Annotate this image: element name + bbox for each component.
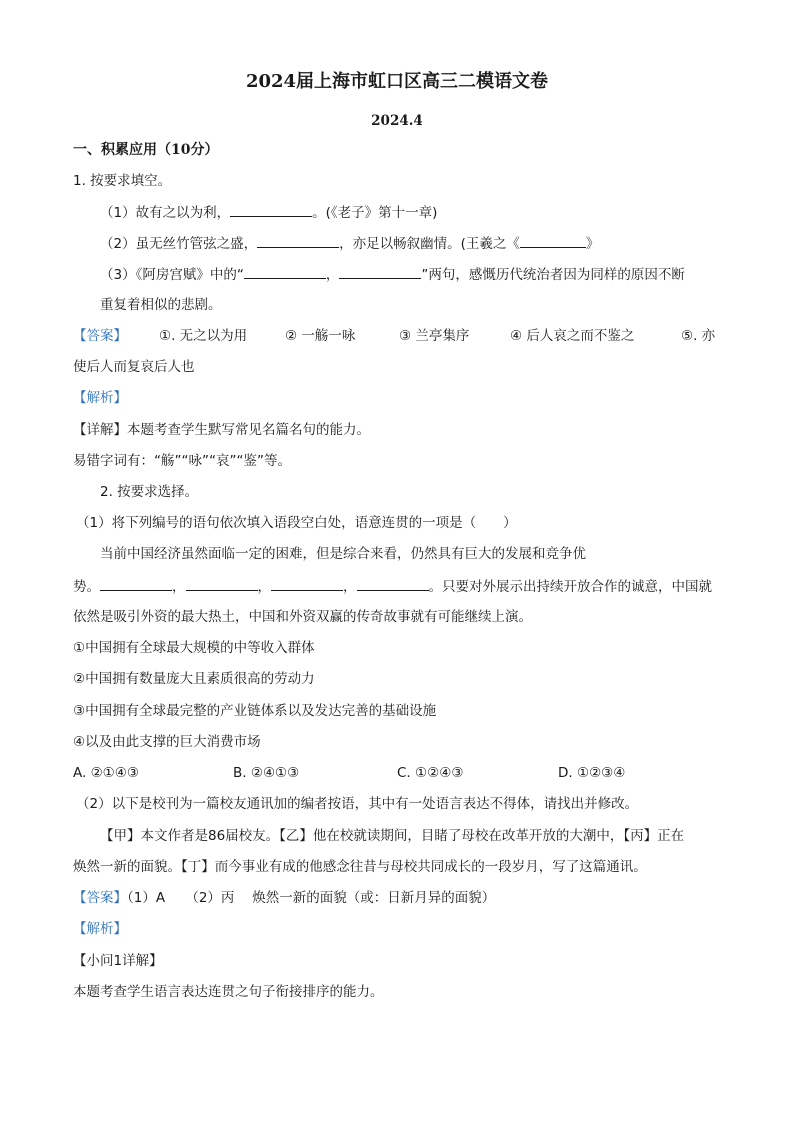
answer-tag: 【答案】: [73, 328, 127, 344]
question-1-answer: [73, 327, 721, 345]
sub-question-1-detail: 本题考查学生语言表达连贯之句子衔接排序的能力。: [73, 984, 384, 1000]
question-1-stem: 1. 按要求填空。: [73, 173, 172, 189]
choice-option-a: A. ②①④③: [73, 765, 139, 781]
part-1-text-before: （1）故有之以为利，: [100, 205, 231, 221]
passage-separator: ，: [257, 579, 271, 595]
choice-option-d: D. ①②③④: [558, 765, 626, 781]
answer-blank: [186, 577, 258, 591]
question-1-part-1: [100, 203, 437, 222]
passage-separator: ，: [172, 579, 186, 595]
part-1-text-after: 。(《老子》第十一章): [312, 205, 438, 221]
answer-item: ② 一觞一咏: [285, 328, 356, 344]
part-2-text-before: （2）虽无丝竹管弦之盛，: [100, 236, 258, 252]
question-2-sub-2-line-1: 【甲】本文作者是86届校友。【乙】他在校就读期间，目睹了母校在改革开放的大潮中，【丙】正在: [100, 828, 685, 844]
answer-blank: [257, 234, 339, 248]
passage-separator: ，: [343, 579, 357, 595]
part-2-text-after: 》: [585, 236, 600, 252]
answer-item: ⑤. 亦: [681, 328, 716, 344]
question-2-stem: 2. 按要求选择。: [100, 484, 199, 500]
question-1-part-3-continued: 重复着相似的悲剧。: [100, 297, 222, 313]
question-2-sub-2-stem: （2）以下是校刊为一篇校友通讯加的编者按语，其中有一处语言表达不得体，请找出并修改。: [76, 796, 639, 812]
answer-blank: [339, 265, 421, 279]
answer-item: ①. 无之以为用: [159, 328, 248, 344]
part-3-text-before: （3）《阿房宫赋》中的“: [100, 267, 244, 283]
analysis-tag: 【解析】: [73, 390, 127, 406]
answer-text: （1）A （2）丙 焕然一新的面貌（或：日新月异的面貌）: [127, 890, 496, 906]
question-2-sub-1-stem: （1）将下列编号的语句依次填入语段空白处，语意连贯的一项是（ ）: [76, 515, 517, 531]
part-3-text-middle: ，: [325, 267, 340, 283]
question-2-sub-2-line-2: 焕然一新的面貌。【丁】而今事业有成的他感念往昔与母校共同成长的一段岁月，写了这篇通讯。: [73, 859, 647, 875]
part-2-text-middle: ，亦足以畅叙幽情。(王羲之《: [339, 236, 520, 252]
answer-blank: [271, 577, 343, 591]
question-2-answer: [73, 889, 495, 907]
answer-blank: [244, 265, 326, 279]
question-1-typos: 易错字词有：“觞”“咏”“哀”“鉴”等。: [73, 453, 291, 469]
exam-date: 2024.4: [371, 113, 423, 129]
analysis-tag: 【解析】: [73, 921, 127, 937]
question-1-part-2: [100, 234, 599, 253]
choice-option-b: B. ②④①③: [233, 765, 300, 781]
answer-blank: [100, 577, 172, 591]
answer-blank: [357, 577, 429, 591]
choice-option-c: C. ①②④③: [397, 765, 464, 781]
answer-item: ③ 兰亭集序: [399, 328, 470, 344]
passage-text-before: 势。: [73, 579, 100, 595]
statement-item: ③中国拥有全球最完整的产业链体系以及发达完善的基础设施: [73, 703, 437, 719]
question-1-part-3: [100, 265, 685, 284]
answer-blank: [520, 234, 586, 248]
question-1-detail: 【详解】本题考查学生默写常见名篇名句的能力。: [73, 422, 370, 438]
answer-tag: 【答案】: [73, 890, 127, 906]
statement-item: ④以及由此支撑的巨大消费市场: [73, 734, 261, 750]
question-2-passage-line-3: 依然是吸引外资的最大热土，中国和外资双赢的传奇故事就有可能继续上演。: [73, 609, 532, 625]
passage-text-after: 。只要对外展示出持续开放合作的诚意，中国就: [428, 579, 712, 595]
answer-item: ④ 后人哀之而不鉴之: [510, 328, 635, 344]
section-heading: 一、积累应用（10分）: [73, 142, 219, 158]
statement-item: ②中国拥有数量庞大且素质很高的劳动力: [73, 671, 315, 687]
part-3-text-after: ”两句，感慨历代统治者因为同样的原因不断: [421, 267, 685, 283]
sub-question-1-detail-tag: 【小问1详解】: [73, 953, 163, 969]
question-1-answer-continued: 使后人而复哀后人也: [73, 359, 195, 375]
page-title: 2024届上海市虹口区高三二模语文卷: [245, 71, 549, 92]
question-2-passage-line-1: 当前中国经济虽然面临一定的困难，但是综合来看，仍然具有巨大的发展和竞争优: [100, 546, 586, 562]
answer-blank: [230, 203, 312, 217]
statement-item: ①中国拥有全球最大规模的中等收入群体: [73, 640, 315, 656]
question-2-passage-line-2: [73, 577, 712, 596]
